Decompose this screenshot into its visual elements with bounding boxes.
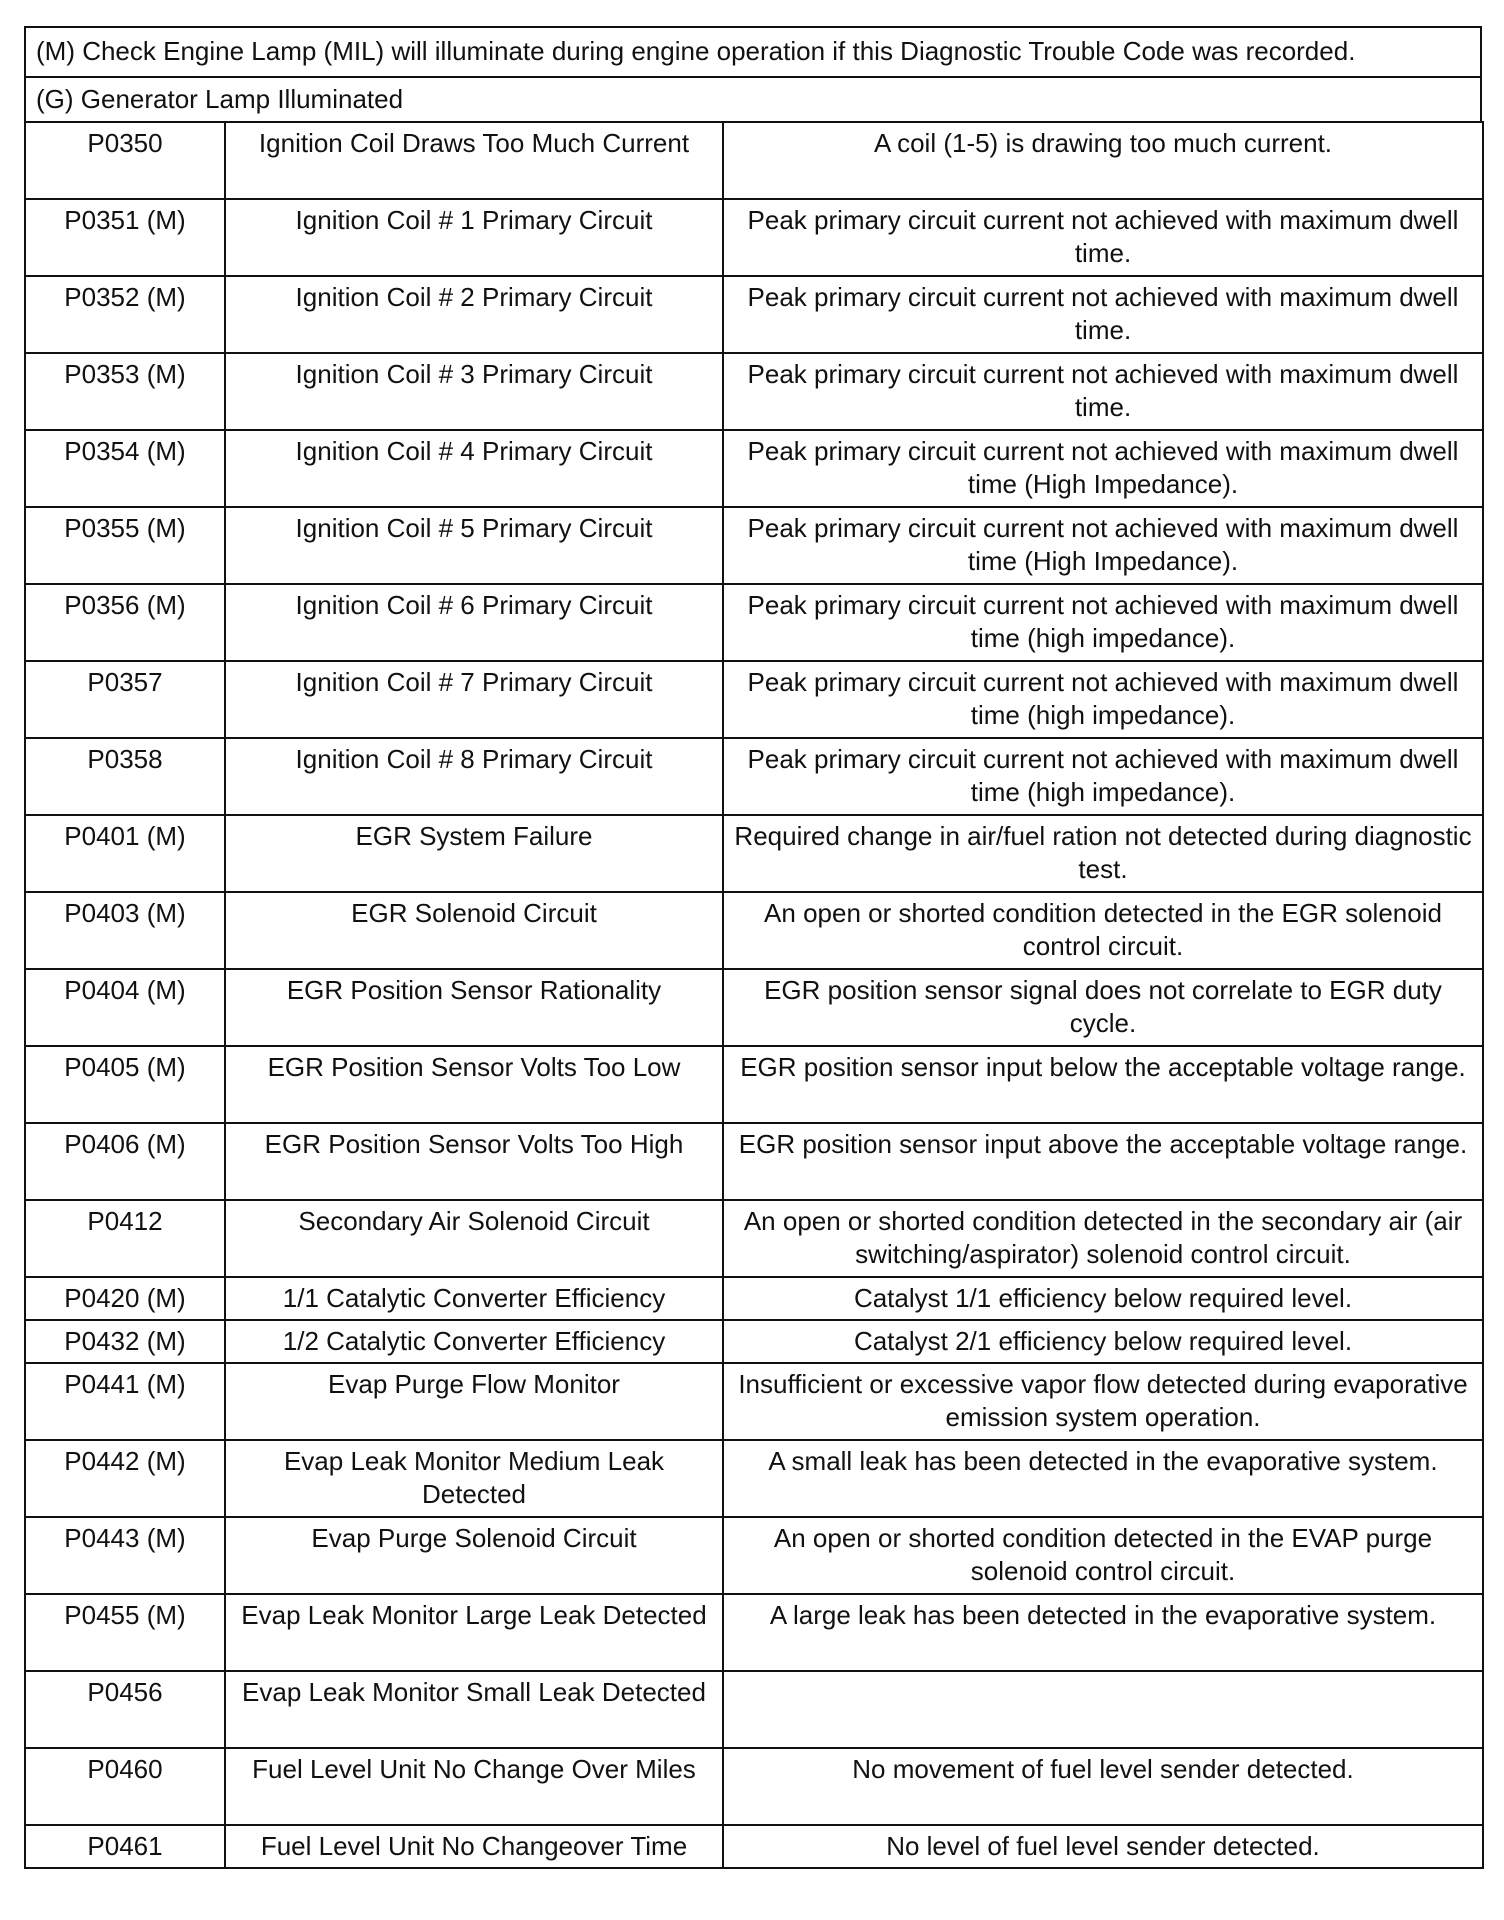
dtc-code: P0441 (M) [25,1363,225,1440]
dtc-description: A small leak has been detected in the evaporative system. [723,1440,1483,1517]
dtc-name: 1/2 Catalytic Converter Efficiency [225,1320,723,1363]
table-row [25,430,1483,507]
dtc-name: EGR Position Sensor Volts Too High [225,1123,723,1200]
dtc-name: EGR Position Sensor Rationality [225,969,723,1046]
generator-note: (G) Generator Lamp Illuminated [24,76,1482,121]
dtc-document [24,26,1482,1869]
dtc-code: P0356 (M) [25,584,225,661]
dtc-name: EGR Position Sensor Volts Too Low [225,1046,723,1123]
dtc-description: An open or shorted condition detected in the secondary air (air switching/aspirator) solenoid control circuit. [723,1200,1483,1277]
dtc-code: P0353 (M) [25,353,225,430]
dtc-code: P0355 (M) [25,507,225,584]
table-row [25,1123,1483,1200]
table-row [25,969,1483,1046]
dtc-description: An open or shorted condition detected in the EVAP purge solenoid control circuit. [723,1517,1483,1594]
table-row [25,276,1483,353]
dtc-name: Evap Leak Monitor Medium Leak Detected [225,1440,723,1517]
dtc-description: Peak primary circuit current not achieved with maximum dwell time. [723,276,1483,353]
table-row [25,122,1483,199]
dtc-description: Catalyst 2/1 efficiency below required level. [723,1320,1483,1363]
dtc-code: P0357 [25,661,225,738]
dtc-code: P0401 (M) [25,815,225,892]
dtc-name: Ignition Coil # 3 Primary Circuit [225,353,723,430]
dtc-description: No movement of fuel level sender detected. [723,1748,1483,1825]
dtc-code: P0358 [25,738,225,815]
dtc-name: Ignition Coil # 6 Primary Circuit [225,584,723,661]
dtc-code: P0406 (M) [25,1123,225,1200]
dtc-name: Ignition Coil # 2 Primary Circuit [225,276,723,353]
table-row [25,1748,1483,1825]
table-row [25,1046,1483,1123]
dtc-code: P0404 (M) [25,969,225,1046]
table-row [25,738,1483,815]
dtc-description: EGR position sensor signal does not correlate to EGR duty cycle. [723,969,1483,1046]
dtc-name: Ignition Coil Draws Too Much Current [225,122,723,199]
table-row [25,892,1483,969]
dtc-code: P0456 [25,1671,225,1748]
table-row [25,584,1483,661]
table-row [25,1825,1483,1868]
dtc-description: An open or shorted condition detected in the EGR solenoid control circuit. [723,892,1483,969]
dtc-code: P0442 (M) [25,1440,225,1517]
dtc-name: Ignition Coil # 1 Primary Circuit [225,199,723,276]
dtc-description: A coil (1-5) is drawing too much current. [723,122,1483,199]
dtc-name: Evap Leak Monitor Small Leak Detected [225,1671,723,1748]
table-row [25,1671,1483,1748]
dtc-description: Peak primary circuit current not achieved with maximum dwell time (high impedance). [723,738,1483,815]
dtc-name: Ignition Coil # 8 Primary Circuit [225,738,723,815]
dtc-description: Peak primary circuit current not achieved with maximum dwell time. [723,199,1483,276]
dtc-name: Fuel Level Unit No Change Over Miles [225,1748,723,1825]
dtc-name: Ignition Coil # 5 Primary Circuit [225,507,723,584]
dtc-name: Ignition Coil # 4 Primary Circuit [225,430,723,507]
dtc-name: EGR Solenoid Circuit [225,892,723,969]
dtc-description: A large leak has been detected in the evaporative system. [723,1594,1483,1671]
table-row [25,1320,1483,1363]
dtc-description: Peak primary circuit current not achieved with maximum dwell time (High Impedance). [723,430,1483,507]
dtc-description: Insufficient or excessive vapor flow detected during evaporative emission system operation. [723,1363,1483,1440]
dtc-name: EGR System Failure [225,815,723,892]
table-row [25,1363,1483,1440]
table-row [25,1200,1483,1277]
table-row [25,661,1483,738]
dtc-name: Ignition Coil # 7 Primary Circuit [225,661,723,738]
dtc-code: P0352 (M) [25,276,225,353]
table-row [25,1517,1483,1594]
dtc-code: P0412 [25,1200,225,1277]
dtc-description: EGR position sensor input above the acceptable voltage range. [723,1123,1483,1200]
dtc-code: P0354 (M) [25,430,225,507]
dtc-name: Evap Purge Solenoid Circuit [225,1517,723,1594]
dtc-name: Secondary Air Solenoid Circuit [225,1200,723,1277]
dtc-description: Required change in air/fuel ration not detected during diagnostic test. [723,815,1483,892]
dtc-code: P0460 [25,1748,225,1825]
dtc-table [24,121,1484,1869]
dtc-code: P0350 [25,122,225,199]
dtc-description: No level of fuel level sender detected. [723,1825,1483,1868]
dtc-name: Evap Leak Monitor Large Leak Detected [225,1594,723,1671]
dtc-description: Peak primary circuit current not achieved with maximum dwell time (high impedance). [723,584,1483,661]
dtc-code: P0432 (M) [25,1320,225,1363]
dtc-description: EGR position sensor input below the acceptable voltage range. [723,1046,1483,1123]
table-row [25,353,1483,430]
dtc-name: Fuel Level Unit No Changeover Time [225,1825,723,1868]
dtc-description: Peak primary circuit current not achieved with maximum dwell time. [723,353,1483,430]
dtc-code: P0403 (M) [25,892,225,969]
table-row [25,815,1483,892]
dtc-description: Peak primary circuit current not achieved with maximum dwell time (High Impedance). [723,507,1483,584]
dtc-code: P0443 (M) [25,1517,225,1594]
dtc-description [723,1671,1483,1748]
dtc-code: P0461 [25,1825,225,1868]
mil-note: (M) Check Engine Lamp (MIL) will illuminate during engine operation if this Diagnostic Trouble Code was recorded. [24,26,1482,76]
dtc-name: 1/1 Catalytic Converter Efficiency [225,1277,723,1320]
table-row [25,1440,1483,1517]
dtc-code: P0405 (M) [25,1046,225,1123]
dtc-description: Peak primary circuit current not achieved with maximum dwell time (high impedance). [723,661,1483,738]
table-row [25,1594,1483,1671]
dtc-description: Catalyst 1/1 efficiency below required level. [723,1277,1483,1320]
table-row [25,1277,1483,1320]
table-row [25,199,1483,276]
dtc-code: P0420 (M) [25,1277,225,1320]
dtc-code: P0351 (M) [25,199,225,276]
dtc-code: P0455 (M) [25,1594,225,1671]
dtc-name: Evap Purge Flow Monitor [225,1363,723,1440]
table-row [25,507,1483,584]
